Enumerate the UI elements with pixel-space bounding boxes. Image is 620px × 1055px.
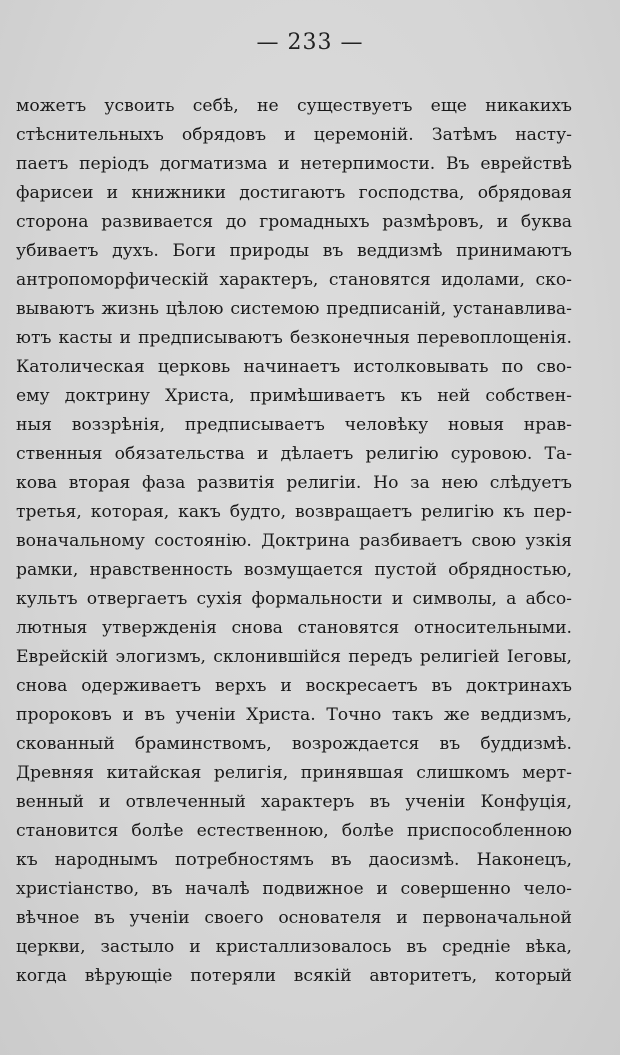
text-line: пророковъ и въ ученіи Христа. Точно такъ же веддизмъ,	[16, 705, 572, 725]
text-line: антропоморфическій характеръ, становятся идолами, ско-	[16, 270, 572, 290]
text-line: ственныя обязательства и дѣлаетъ религію суровою. Та-	[16, 444, 572, 464]
text-line: лютныя утвержденія снова становятся относительными.	[16, 618, 572, 638]
text-line: Еврейскій элогизмъ, склонившійся передъ религіей Іеговы,	[16, 647, 572, 667]
text-line: воначальному состоянію. Доктрина разбиваетъ свою узкія	[16, 531, 572, 551]
body-text	[16, 92, 572, 991]
text-line: Католическая церковь начинаетъ истолковывать по сво-	[16, 357, 572, 377]
text-line: ныя воззрѣнія, предписываетъ человѣку новыя нрав-	[16, 415, 572, 435]
text-line: становится болѣе естественною, болѣе приспособленною	[16, 821, 572, 841]
text-line: церкви, застыло и кристаллизовалось въ средніе вѣка,	[16, 937, 572, 957]
text-line: культъ отвергаетъ сухія формальности и символы, а абсо-	[16, 589, 572, 609]
text-line: можетъ усвоить себѣ, не существуетъ еще никакихъ	[16, 96, 572, 116]
text-line: вываютъ жизнь цѣлою системою предписаній, устанавлива-	[16, 299, 572, 319]
text-line: ему доктрину Христа, примѣшиваетъ къ ней собствен-	[16, 386, 572, 406]
text-line: фарисеи и книжники достигаютъ господства, обрядовая	[16, 183, 572, 203]
text-line: снова одерживаетъ верхъ и воскресаетъ въ доктринахъ	[16, 676, 572, 696]
page-number: — 233 —	[256, 30, 364, 55]
text-line: кова вторая фаза развитія религіи. Но за нею слѣдуетъ	[16, 473, 572, 493]
text-line: третья, которая, какъ будто, возвращаетъ религію къ пер-	[16, 502, 572, 522]
text-line: христіанство, въ началѣ подвижное и совершенно чело-	[16, 879, 572, 899]
text-line: венный и отвлеченный характеръ въ ученіи Конфуція,	[16, 792, 572, 812]
text-line: убиваетъ духъ. Боги природы въ веддизмѣ принимаютъ	[16, 241, 572, 261]
text-line: рамки, нравственность возмущается пустой обрядностью,	[16, 560, 572, 580]
text-line: ютъ касты и предписываютъ безконечныя перевоплощенія.	[16, 328, 572, 348]
text-line: когда вѣрующіе потеряли всякій авторитетъ, который	[16, 966, 572, 986]
text-line: къ народнымъ потребностямъ въ даосизмѣ. Наконецъ,	[16, 850, 572, 870]
text-line: скованный браминствомъ, возрождается въ буддизмѣ.	[16, 734, 572, 754]
text-line: сторона развивается до громадныхъ размѣровъ, и буква	[16, 212, 572, 232]
text-line: паетъ періодъ догматизма и нетерпимости. Въ еврействѣ	[16, 154, 572, 174]
text-line: вѣчное въ ученіи своего основателя и первоначальной	[16, 908, 572, 928]
text-line: Древняя китайская религія, принявшая слишкомъ мерт-	[16, 763, 572, 783]
text-line: стѣснительныхъ обрядовъ и церемоній. Затѣмъ насту-	[16, 125, 572, 145]
